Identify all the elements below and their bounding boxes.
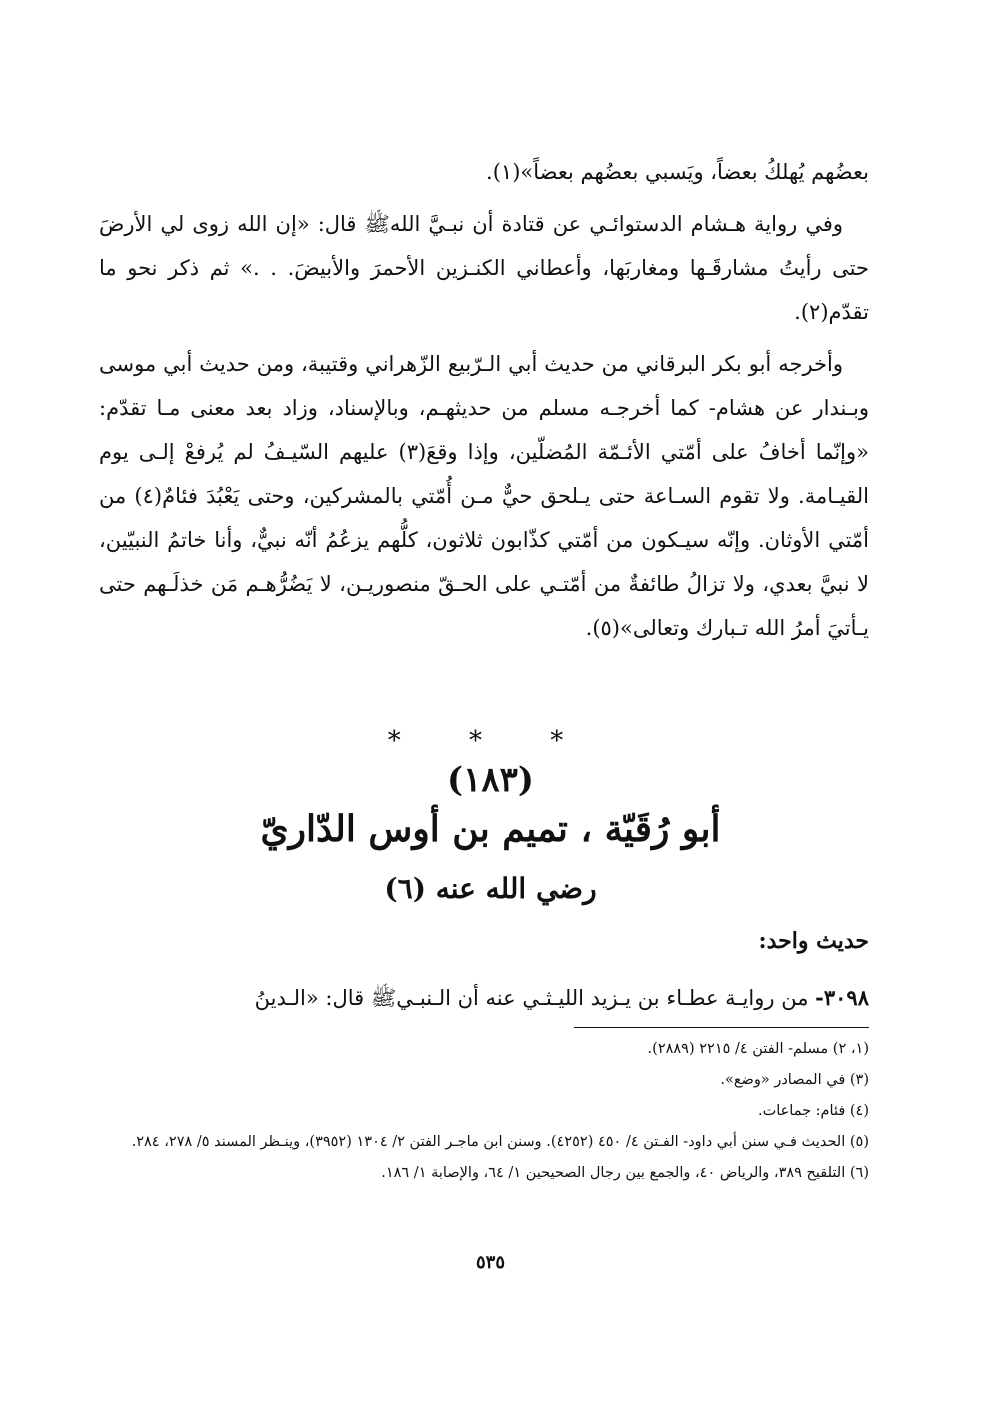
hadith-text: من روايـة عطـاء بن يـزيد الليـثـي عنه أن الـنبـيﷺ قال: «الـدينُ	[254, 986, 809, 1010]
subheading: حديث واحد:	[758, 928, 869, 954]
footnotes	[99, 1036, 869, 1191]
paragraph-2: وفي رواية هـشام الدستوائـي عن قتادة أن نبـيَّ اللهﷺ قال: «إن الله زوى لي الأرضَ حتى رأيتُ مشارقَـها ومغاربَها، وأعطاني الكنـزين الأحمرَ والأبيضَ. . .» ثم ذكر نحو ما تقدّم(٢).	[99, 212, 869, 324]
entry-title: أبو رُقَيّة ، تميم بن أوس الدّاريّ	[260, 808, 721, 850]
hadith-number: ٣٠٩٨-	[815, 985, 869, 1010]
entry-honorific: رضي الله عنه (٦)	[384, 872, 597, 905]
footnote-3: (٤) فئام: جماعات.	[757, 1103, 869, 1119]
paragraph-1: بعضُهم يُهلكُ بعضاً، ويَسبي بعضُهم بعضاً»(١).	[486, 160, 869, 184]
page-number: ٥٣٥	[475, 1252, 505, 1273]
section-separator: * * *	[387, 726, 594, 756]
entry-number: (١٨٣)	[447, 760, 534, 800]
footnote-rule	[574, 1027, 869, 1028]
footnote-5: (٦) التلقيح ٣٨٩، والرياض ٤٠، والجمع بين رجال الصحيحين ١/ ٦٤، والإصابة ١/ ١٨٦.	[381, 1165, 869, 1181]
footnote-1: (١، ٢) مسلم- الفتن ٤/ ٢٢١٥ (٢٨٨٩).	[647, 1041, 869, 1057]
main-text	[99, 150, 869, 658]
hadith-line	[99, 976, 869, 1020]
paragraph-3: وأخرجه أبو بكر البرقاني من حديث أبي الـرّبيع الزّهراني وقتيبة، ومن حديث أبي موسى وبـندار عن هشام- كما أخرجـه مسلم من حديثهـم، وبالإسناد، وزاد بعد معنى مـا تقدّم: «وإنّما أخافُ على أمّتي الأئـمّة المُضلّين، وإذا وقعَ(٣) عليهم السّيـفُ لم يُرفعْ إلـى يوم القيـامة. ولا تقوم السـاعة حتى يـلحق حيٌّ مـن أُمّتي بالمشركين، وحتى يَعْبُدَ فئامٌ(٤) من أمّتي الأوثان. وإنّه سيـكون من أمّتي كذّابون ثلاثون، كلُّهم يزعُمُ أنّه نبيٌّ، وأنا خاتمُ النبيّين، لا نبيَّ بعدي، ولا تزالُ طائفةٌ من أمّتـي على الحـقّ منصوريـن، لا يَضُرُّهـم مَن خذلَـهم حتى يـأتيَ أمرُ الله تـبارك وتعالى»(٥).	[99, 352, 869, 640]
footnote-4: (٥) الحديث فـي سنن أبي داود- الفـتن ٤/ ٤٥٠ (٤٢٥٢). وسنن ابن ماجـر الفتن ٢/ ١٣٠٤ (٣٩٥٢)، وينـظر المسند ٥/ ٢٧٨، ٢٨٤.	[131, 1134, 869, 1150]
footnote-2: (٣) في المصادر «وضع».	[720, 1072, 869, 1088]
